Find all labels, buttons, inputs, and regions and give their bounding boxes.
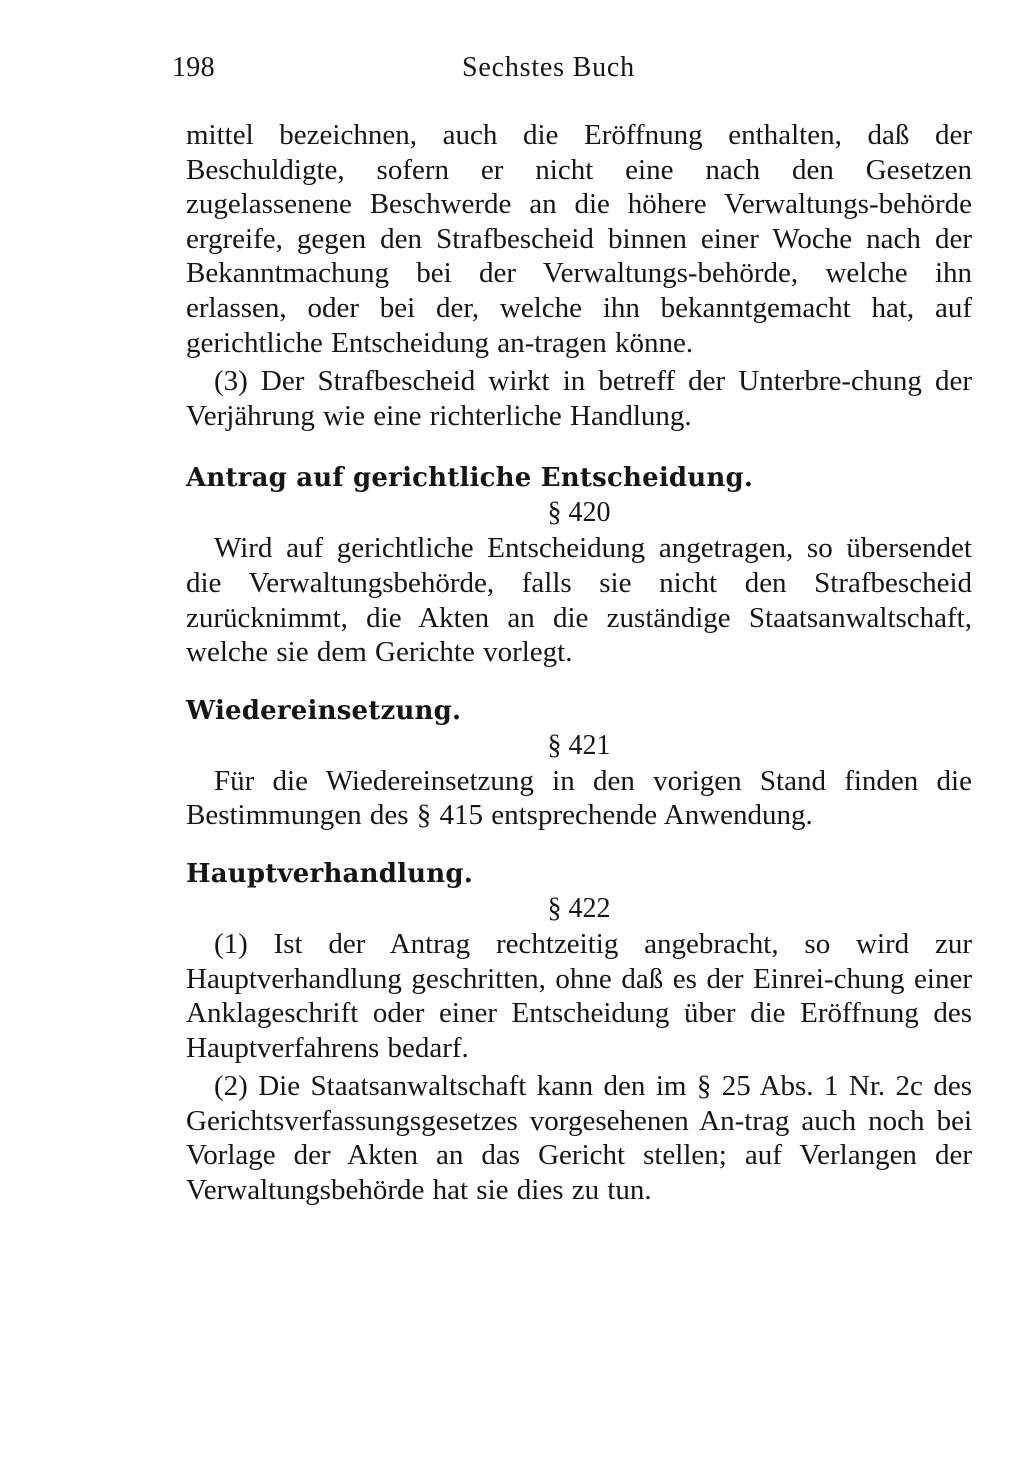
section-422-paragraph-2: (2) Die Staatsanwaltschaft kann den im § 25 Abs. 1 Nr. 2c des Gerichtsverfassungsgesetzes vorgesehenen An-trag auch noch bei Vorlage der Akten an das Gericht stellen; auf Verlangen der Verwaltungsbehörde hat sie dies zu tun.: [186, 1070, 972, 1207]
page-number: 198: [172, 52, 215, 83]
section-number-421: § 421: [547, 729, 611, 761]
continued-paragraph: mittel bezeichnen, auch die Eröffnung enthalten, daß der Beschuldigte, sofern er nicht eine nach den Gesetzen zugelassenene Beschwerde an die höhere Verwaltungs-behörde ergreife, gegen den Strafbescheid binnen einer Woche nach der Bekanntmachung bei der Verwaltungs-behörde, welche ihn erlassen, oder bei der, welche ihn bekanntgemacht hat, auf gerichtliche Entscheidung an-tragen könne.: [186, 119, 972, 359]
section-420-text: Wird auf gerichtliche Entscheidung angetragen, so übersendet die Verwaltungsbehörde, falls sie nicht den Strafbescheid zurücknimmt, die Akten an die zuständige Staatsanwaltschaft, welche sie dem Gerichte vorlegt.: [186, 532, 972, 669]
body-text: [186, 118, 972, 1208]
section-heading-wiedereinsetzung: Wiedereinsetzung.: [186, 695, 462, 726]
section-heading-antrag: Antrag auf gerichtliche Entscheidung.: [186, 463, 754, 494]
section-421-text: Für die Wiedereinsetzung in den vorigen Stand finden die Bestimmungen des § 415 entsprechende Anwendung.: [186, 764, 972, 832]
section-422-paragraph-1: (1) Ist der Antrag rechtzeitig angebracht, so wird zur Hauptverhandlung geschritten, ohne daß es der Einrei-chung einer Anklageschrift oder einer Entscheidung über die Eröffnung des Hauptverfahrens bedarf.: [186, 927, 972, 1064]
paragraph-3: (3) Der Strafbescheid wirkt in betreff der Unterbre-chung der Verjährung wie eine richterliche Handlung.: [186, 365, 972, 432]
section-number-422: § 422: [547, 892, 611, 924]
running-head: [172, 52, 972, 92]
section-heading-hauptverhandlung: Hauptverhandlung.: [186, 858, 474, 889]
running-head-title: Sechstes Buch: [462, 52, 635, 83]
section-number-420: § 420: [547, 497, 611, 529]
